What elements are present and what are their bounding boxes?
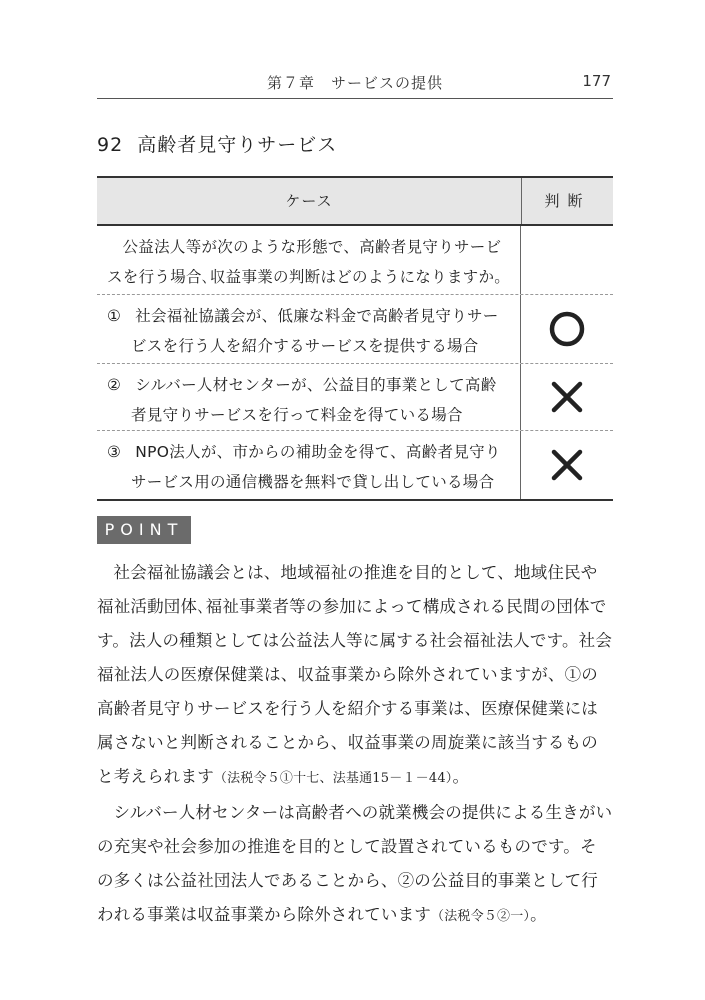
section-title-text: 高齢者見守りサービス — [137, 134, 338, 156]
case-index: ② — [107, 376, 122, 394]
case-text: ③ NPO法人が、市からの補助金を得て、高齢者見守りサービス用の通信機器を無料で貸し出している場合 — [97, 431, 521, 499]
header-case: ケース — [97, 178, 522, 224]
judgment-cell — [521, 431, 613, 499]
table-row — [97, 295, 613, 364]
chapter-title: 第７章 サービスの提供 — [266, 74, 443, 92]
circle-mark-icon — [547, 309, 587, 349]
legal-reference: （法税令５①十七、法基通15－１－44） — [213, 771, 453, 786]
table-header — [97, 178, 613, 226]
page-header — [97, 68, 613, 99]
case-text: ① 社会福祉協議会が、低廉な料金で高齢者見守りサービスを行う人を紹介するサービスを提供する場合 — [97, 295, 521, 363]
header-judgment: 判断 — [544, 192, 591, 210]
section-title — [97, 130, 337, 157]
judgment-cell — [521, 364, 613, 430]
cross-mark-icon — [547, 377, 587, 417]
case-index: ③ — [107, 443, 122, 461]
legal-reference: （法税令５②一） — [431, 909, 531, 924]
section-number: 92 — [97, 134, 124, 156]
intro-text: 公益法人等が次のような形態で、高齢者見守りサービスを行う場合､収益事業の判断はどのようになりますか｡ — [97, 226, 521, 294]
cross-mark-icon — [547, 445, 587, 485]
intro-judgment-cell — [521, 226, 613, 294]
paragraph: 社会福祉協議会とは、地域福祉の推進を目的として、地域住民や福祉活動団体､福祉事業者等の参加によって構成される民間の団体です。法人の種類としては公益法人等に属する社会福祉法人です。社会福祉法人の医療保健業は、収益事業から除外されていますが、①の高齢者見守りサービスを行う人を紹介する事業は、医療保健業には属さないと判断されることから、収益事業の周旋業に該当するものと考えられます（法税令５①十七、法基通15－１－44）。 — [97, 563, 613, 786]
point-label: POINT — [97, 516, 191, 544]
point-body — [97, 556, 613, 934]
paragraph: シルバー人材センターは高齢者への就業機会の提供による生きがいの充実や社会参加の推進を目的として設置されているものです。その多くは公益社団法人であることから、②の公益目的事業として行われる事業は収益事業から除外されています（法税令５②一）。 — [97, 803, 613, 924]
table-row — [97, 364, 613, 431]
judgment-cell — [521, 295, 613, 363]
table-row — [97, 431, 613, 499]
page-number: 177 — [582, 72, 611, 90]
case-table — [97, 176, 613, 501]
case-text: ② シルバー人材センターが、公益目的事業として高齢者見守りサービスを行って料金を得ている場合 — [97, 364, 521, 430]
table-row-intro — [97, 226, 613, 295]
case-index: ① — [107, 307, 122, 325]
